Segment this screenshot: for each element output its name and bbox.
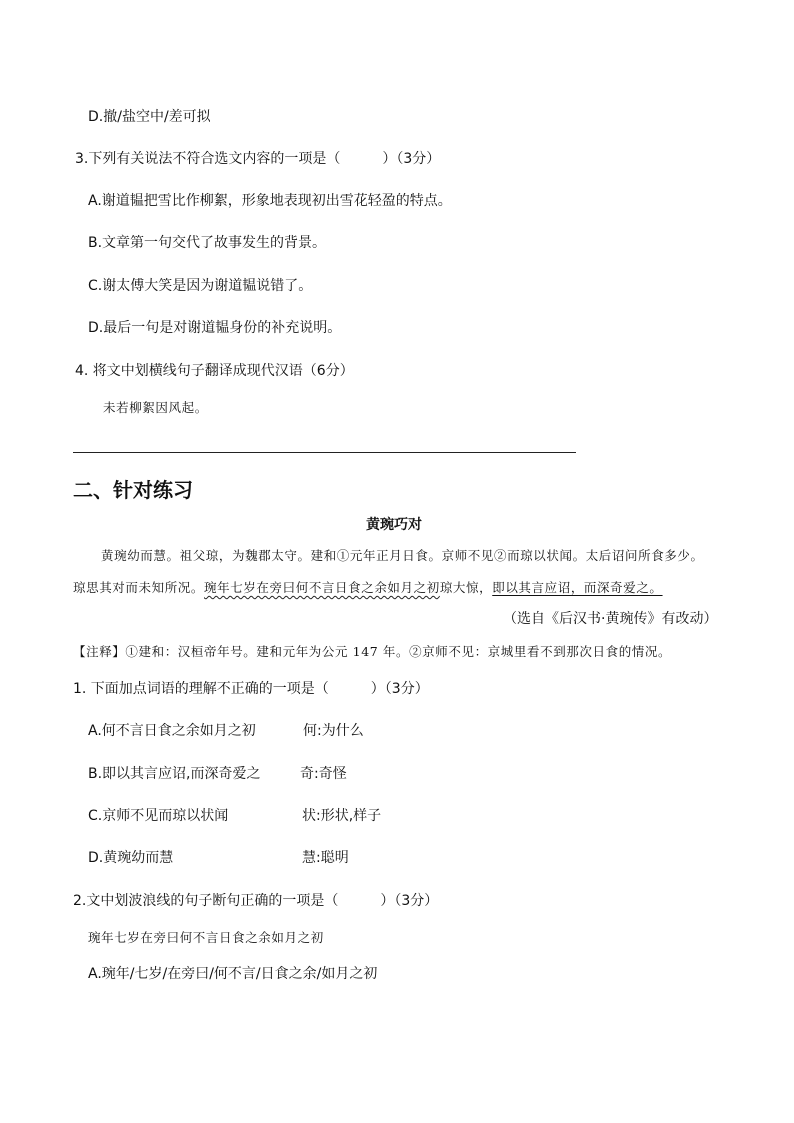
q3-option-a: A.谢道韫把雪比作柳絮，形象地表现初出雪花轻盈的特点。 bbox=[88, 193, 452, 209]
q2-option-d: D.撤/盐空中/差可拟 bbox=[88, 109, 211, 125]
section-heading: 二、针对练习 bbox=[73, 478, 193, 502]
s2q1-gloss-a: 何:为什么 bbox=[303, 723, 364, 739]
s2q1-option-a: A.何不言日食之余如月之初 bbox=[88, 723, 256, 739]
q4-sentence: 未若柳絮因风起。 bbox=[103, 400, 208, 415]
s2q1-option-b: B.即以其言应诏,而深奇爱之 bbox=[88, 766, 261, 782]
annotation-note: 【注释】①建和：汉桓帝年号。建和元年为公元 147 年。②京师不见：京城里看不到那次日食的情况。 bbox=[73, 644, 672, 659]
passage-text: 琼大惊， bbox=[439, 580, 493, 595]
wavy-underlined-sentence: 琬年七岁在旁曰何不言日食之余如月之初 bbox=[204, 580, 440, 595]
q4-stem: 4. 将文中划横线句子翻译成现代汉语（6分） bbox=[75, 363, 354, 379]
passage-title: 黄琬巧对 bbox=[366, 517, 422, 533]
underlined-sentence: 即以其言应诏，而深奇爱之。 bbox=[492, 580, 663, 595]
s2q1-gloss-d: 慧:聪明 bbox=[302, 850, 349, 866]
passage-line-1: 黄琬幼而慧。祖父琼，为魏郡太守。建和①元年正月日食。京师不见②而琼以状闻。太后诏问所食多少。 bbox=[101, 548, 704, 563]
s2q2-stem: 2.文中划波浪线的句子断句正确的一项是（ ）（3分） bbox=[73, 893, 439, 909]
s2q2-sentence: 琬年七岁在旁曰何不言日食之余如月之初 bbox=[88, 930, 324, 945]
s2q1-option-c: C.京师不见而琼以状闻 bbox=[88, 808, 229, 824]
q3-option-b: B.文章第一句交代了故事发生的背景。 bbox=[88, 235, 327, 251]
source-citation: （选自《后汉书·黄琬传》有改动） bbox=[503, 611, 718, 627]
s2q1-stem: 1. 下面加点词语的理解不正确的一项是（ ）（3分） bbox=[73, 681, 429, 697]
s2q1-gloss-c: 状:形状,样子 bbox=[302, 808, 382, 824]
s2q1-option-d: D.黄琬幼而慧 bbox=[88, 850, 174, 866]
q3-stem: 3.下列有关说法不符合选文内容的一项是（ ）（3分） bbox=[75, 151, 441, 167]
s2q2-option-a: A.琬年/七岁/在旁曰/何不言/日食之余/如月之初 bbox=[88, 966, 378, 982]
s2q1-gloss-b: 奇:奇怪 bbox=[300, 766, 347, 782]
passage-text: 琼思其对而未知所况。 bbox=[73, 580, 205, 595]
answer-line bbox=[73, 452, 576, 453]
q3-option-c: C.谢太傅大笑是因为谢道韫说错了。 bbox=[88, 278, 313, 294]
passage-line-2 bbox=[73, 578, 663, 598]
q3-option-d: D.最后一句是对谢道韫身份的补充说明。 bbox=[88, 320, 342, 336]
